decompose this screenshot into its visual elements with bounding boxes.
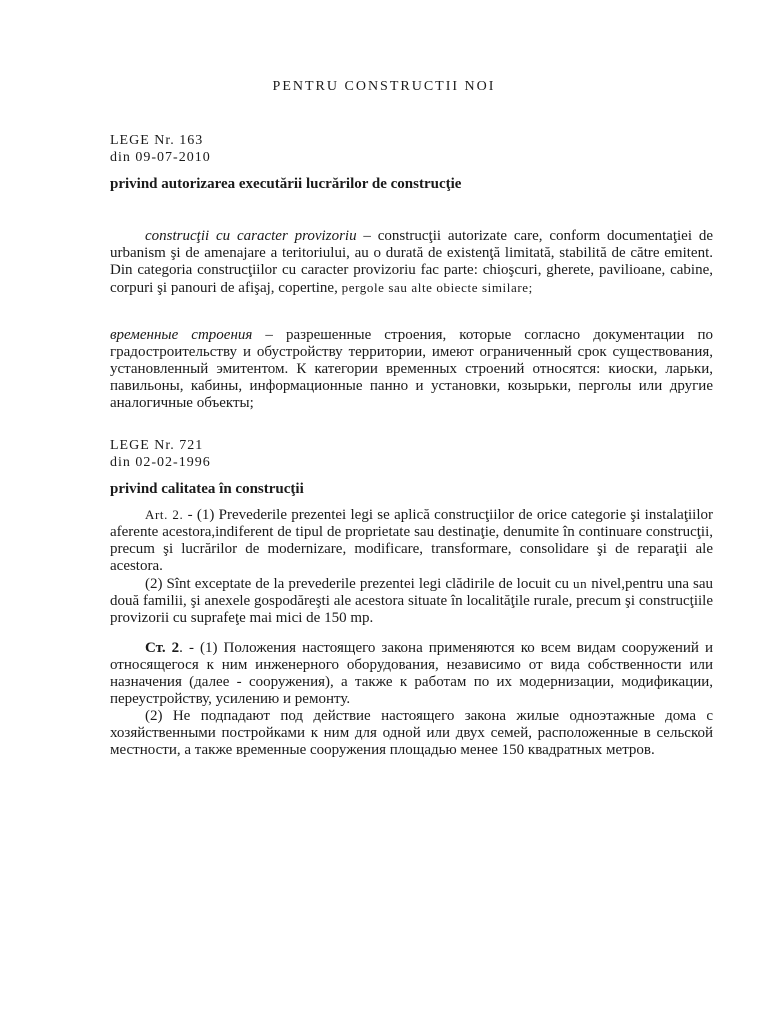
definition-romanian (110, 228, 713, 297)
article-2-romanian-paragraph-2c: nivel,pentru una sau două familii, şi anexele gospodăreşti ale acestora situate în localităţile rurale, precum şi construcţiile provizorii cu suprafeţe mai mici de 150 mp. (110, 576, 713, 626)
article-2-romanian (110, 506, 713, 627)
law-163-header (110, 132, 713, 193)
definition-russian-body: – разрешенные строения, которые согласно документации по градостроительству и обустройству территории, имеют ограниченный срок существования, установленный эмитентом. К категории временных строений относятся: киоски, ларьки, павильоны, кабины, информационные панно и установки, козырьки, перголы или другие аналогичные объекты; (110, 327, 713, 411)
law-721-date: din 02-02-1996 (110, 455, 211, 470)
law-163-date: din 09-07-2010 (110, 150, 211, 165)
article-2-russian-paragraph-1: . - (1) Положения настоящего закона применяются ко всем видам сооружений и относящегося к ним инженерного оборудования, независимо от вида собственности или назначения (далее - сооружения), а также к работам по их модернизации, модификации, переустройству, усилению и ремонту. (110, 640, 714, 707)
definition-romanian-tail: pergole sau alte obiecte similare; (341, 280, 533, 295)
article-2-romanian-paragraph-1: - (1) Prevederile prezentei legi se aplică construcţiilor de orice categorie şi instalaţiilor aferente acestora,indiferent de tipul de proprietate sau destinaţie, denumite în continuare construcţii, precum şi lucrărilor de modernizare, modificare, transformare, consolidare şi de reparaţii ale acestora. (110, 507, 713, 574)
law-163-title: privind autorizarea executării lucrărilor de construcţie (110, 176, 462, 192)
law-163-number: LEGE Nr. 163 (110, 133, 204, 148)
article-2-romanian-label: Art. 2. (145, 507, 184, 522)
document-title: PENTRU CONSTRUCTII NOI (272, 79, 496, 94)
law-721-number: LEGE Nr. 721 (110, 438, 204, 453)
article-2-russian (110, 640, 713, 759)
law-721-header (110, 437, 713, 498)
article-2-russian-paragraph-2: (2) Не подпадают под действие настоящего закона жилые одноэтажные дома с хозяйственными постройками к ним для одной или двух семей, расположенные в сельской местности, а также временные сооружения площадью менее 150 квадратных метров. (110, 708, 713, 758)
article-2-russian-label: Ст. 2 (145, 640, 180, 656)
article-2-romanian-paragraph-2b: un (573, 576, 588, 591)
article-2-romanian-paragraph-2a: (2) Sînt exceptate de la prevederile prezentei legi clădirile de locuit cu (145, 576, 574, 592)
definition-romanian-body: – construcţii autorizate care, conform documentaţiei de urbanism şi de amenajare a teritoriului, au o durată de existenţă limitată, stabilită de către emitent. Din categoria construcţiilor cu caracter provizoriu fac parte: chioşcuri, gherete, pavilioane, cabine, corpuri şi panouri de afişaj, copertine, (110, 228, 713, 296)
definition-romanian-term: construcţii cu caracter provizoriu (145, 228, 357, 244)
definition-russian-term: временные строения (110, 327, 253, 343)
definition-russian (110, 327, 713, 412)
law-721-title: privind calitatea în construcţii (110, 481, 304, 497)
